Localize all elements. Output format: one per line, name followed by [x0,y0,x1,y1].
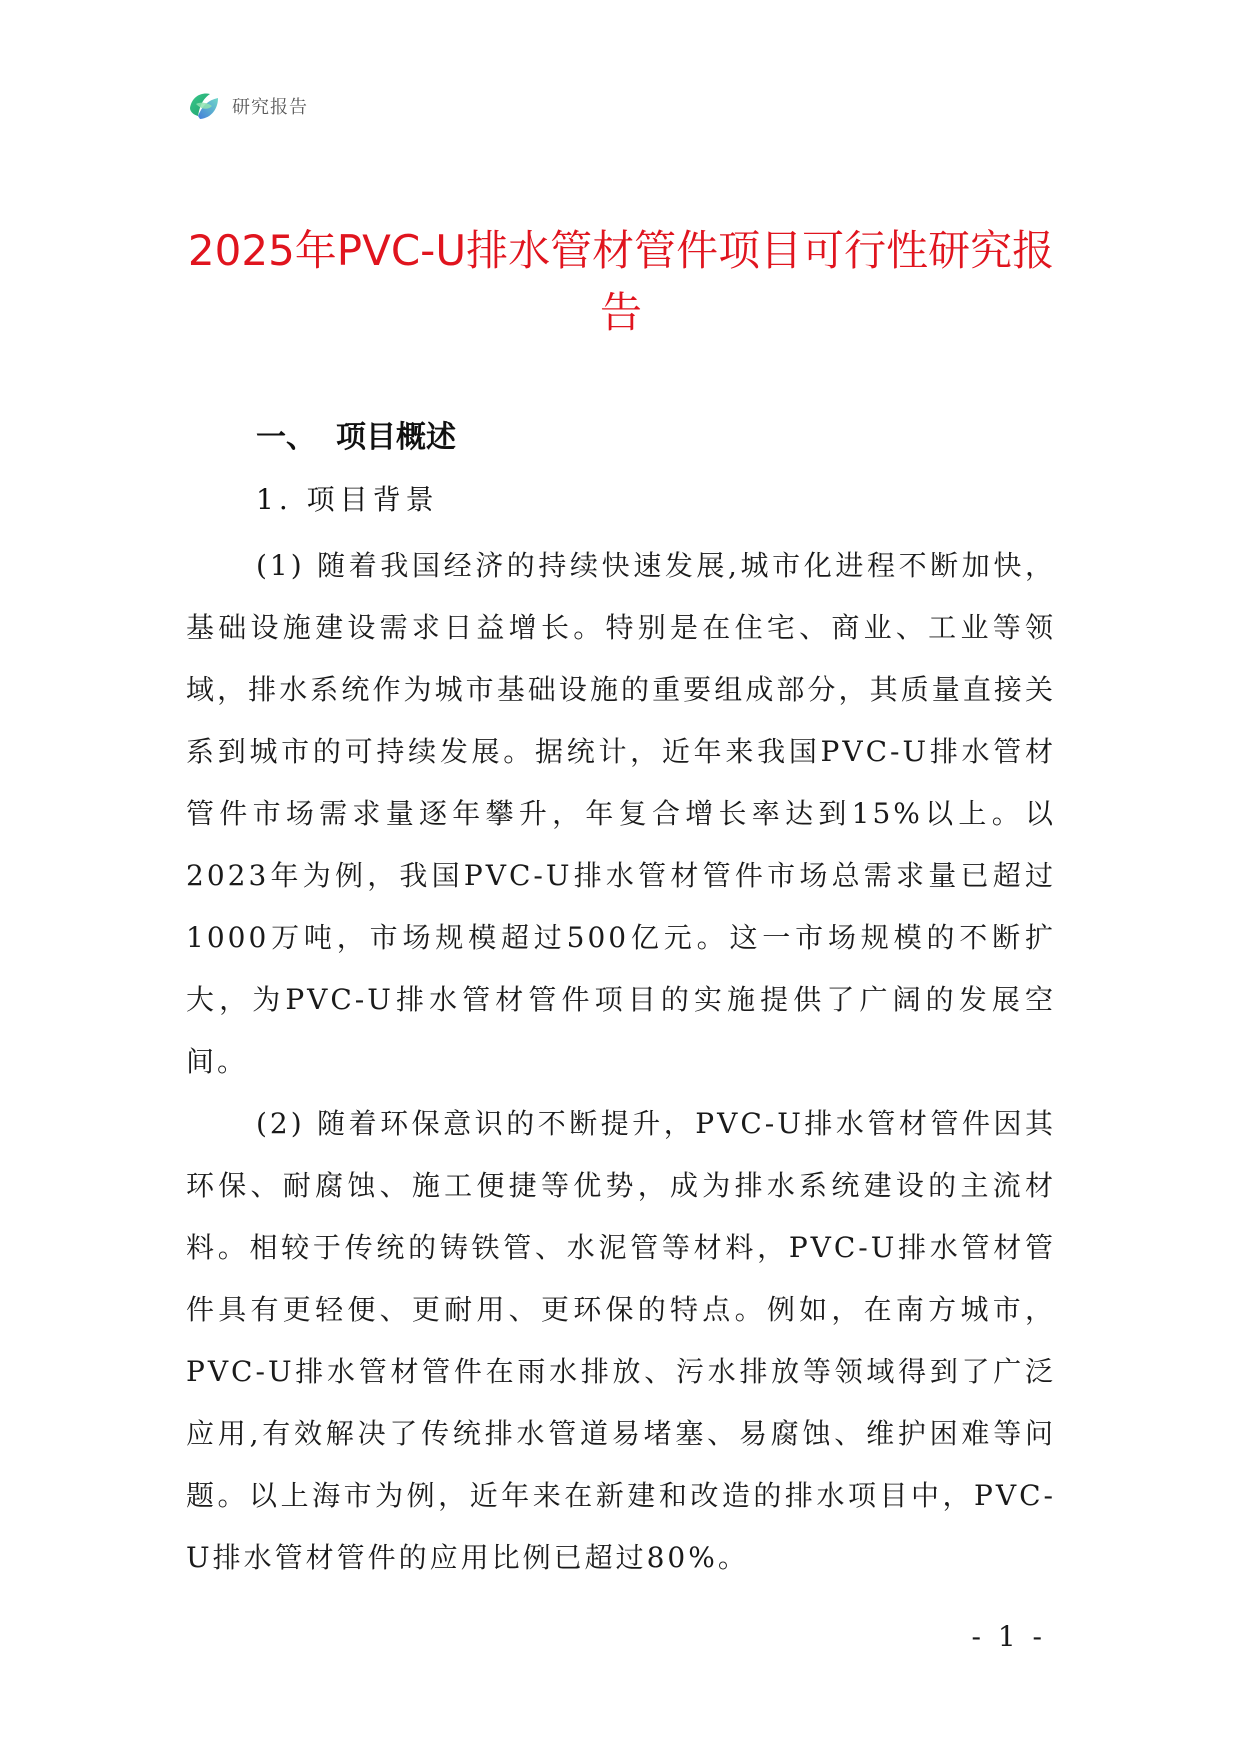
header-label: 研究报告 [232,97,308,118]
report-header [186,88,308,124]
page-number: - 1 - [971,1620,1046,1653]
section-title: 项目概述 [336,420,456,455]
document-title: 2025年PVC-U排水管材管件项目可行性研究报告 [187,226,1055,337]
document-body [186,535,1056,1589]
section-number: 一、 [256,420,316,455]
body-paragraph: (1) 随着我国经济的持续快速发展,城市化进程不断加快，基础设施建设需求日益增长。特别是在住宅、商业、工业等领域，排水系统作为城市基础设施的重要组成部分，其质量直接关系到城市的可持续发展。据统计，近年来我国PVC-U排水管材管件市场需求量逐年攀升，年复合增长率达到15%以上。以2023年为例，我国PVC-U排水管材管件市场总需求量已超过1000万吨，市场规模超过500亿元。这一市场规模的不断扩大，为PVC-U排水管材管件项目的实施提供了广阔的发展空间。 [186,549,1056,1078]
green-leaf-logo-icon [186,88,222,124]
subsection-heading: 1. 项目背景 [256,483,439,516]
section-heading [256,418,456,458]
body-paragraph: (2) 随着环保意识的不断提升，PVC-U排水管材管件因其环保、耐腐蚀、施工便捷等优势，成为排水系统建设的主流材料。相较于传统的铸铁管、水泥管等材料，PVC-U排水管材管件具有更轻便、更耐用、更环保的特点。例如，在南方城市，PVC-U排水管材管件在雨水排放、污水排放等领域得到了广泛应用,有效解决了传统排水管道易堵塞、易腐蚀、维护困难等问题。以上海市为例，近年来在新建和改造的排水项目中，PVC-U排水管材管件的应用比例已超过80%。 [186,1107,1056,1574]
